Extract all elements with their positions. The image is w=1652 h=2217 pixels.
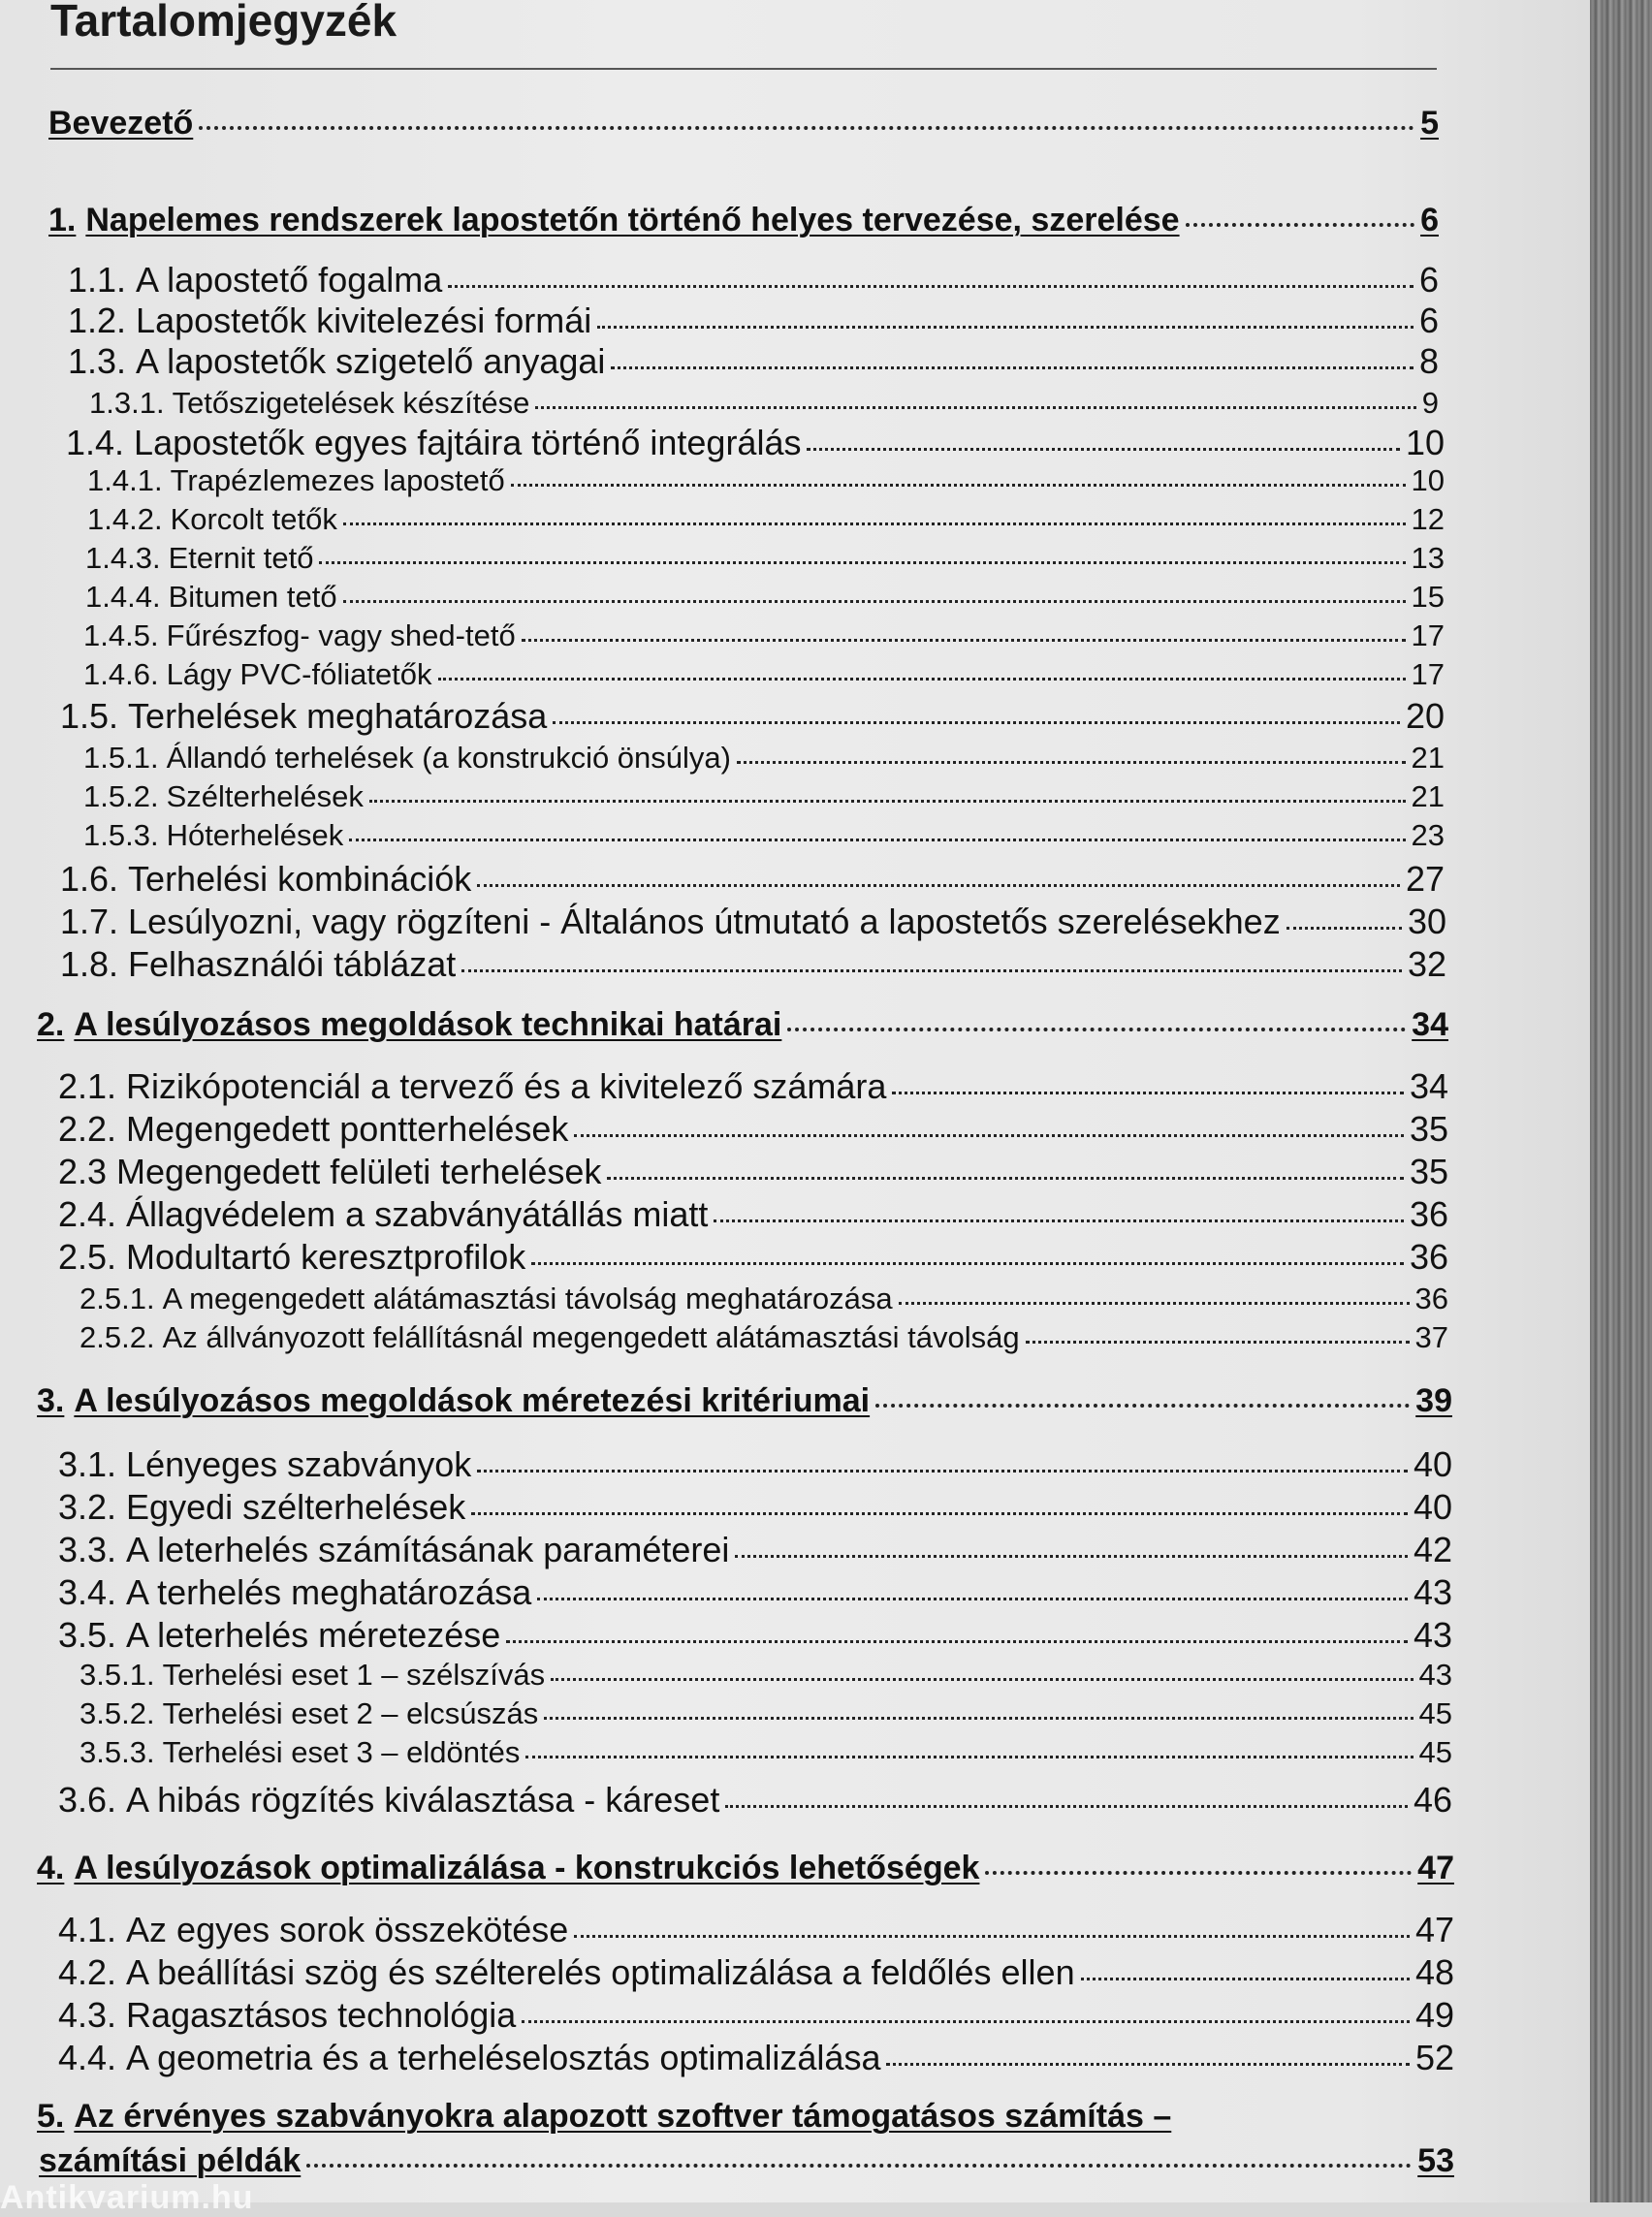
dot-leader bbox=[574, 1134, 1404, 1137]
toc-number: 3.5.2. bbox=[79, 1696, 155, 1730]
toc-page-number: 34 bbox=[1412, 1006, 1448, 1043]
dot-leader bbox=[1186, 223, 1415, 227]
toc-section-row bbox=[58, 1530, 1452, 1570]
toc-page-number: 47 bbox=[1417, 1850, 1454, 1886]
toc-subsection-row bbox=[87, 502, 1445, 537]
dot-leader bbox=[525, 1756, 1413, 1758]
toc-subsection-row bbox=[89, 386, 1439, 421]
toc-subsection-row bbox=[85, 541, 1445, 576]
toc-page-number: 30 bbox=[1407, 902, 1446, 941]
toc-title: Trapézlemezes lapostető bbox=[170, 463, 505, 497]
toc-subsection-row bbox=[83, 818, 1445, 853]
dot-leader bbox=[477, 1470, 1408, 1473]
toc-number: 2. bbox=[37, 1006, 65, 1043]
toc-page-number: 48 bbox=[1414, 1952, 1454, 1992]
toc-title: A lesúlyozásos megoldások méretezési kritériumai bbox=[74, 1382, 871, 1419]
toc-section-row bbox=[68, 260, 1439, 301]
toc-chapter-row bbox=[37, 1850, 1454, 1887]
toc-title: A lesúlyozásos megoldások technikai határai bbox=[74, 1006, 782, 1043]
toc-page-number: 40 bbox=[1413, 1444, 1452, 1484]
dot-leader bbox=[306, 2164, 1412, 2168]
toc-number: 4.2. bbox=[58, 1952, 117, 1992]
toc-page-number: 21 bbox=[1411, 779, 1445, 813]
toc-title: Fűrészfog- vagy shed-tető bbox=[166, 618, 516, 652]
toc-title: A hibás rögzítés kiválasztása - káreset bbox=[126, 1780, 720, 1820]
toc-title: Bitumen tető bbox=[168, 580, 337, 614]
toc-section-row bbox=[58, 1615, 1452, 1656]
toc-number: 1.4.3. bbox=[85, 541, 161, 575]
toc-page-number: 43 bbox=[1418, 1658, 1452, 1692]
dot-leader bbox=[574, 1935, 1410, 1938]
toc-subsection-row bbox=[79, 1282, 1448, 1316]
toc-section-row bbox=[68, 301, 1439, 341]
toc-subsection-row bbox=[83, 657, 1445, 692]
toc-page-number: 6 bbox=[1420, 202, 1439, 238]
dot-leader bbox=[477, 884, 1400, 887]
toc-page-number: 10 bbox=[1411, 463, 1445, 497]
toc-number: 1.5.2. bbox=[83, 779, 159, 813]
toc-title: Terhelési kombinációk bbox=[128, 859, 472, 899]
toc-title: Az érvényes szabványokra alapozott szoftver támogatásos számítás – bbox=[74, 2098, 1172, 2135]
toc-title: A lapostető fogalma bbox=[136, 260, 443, 300]
dot-leader bbox=[537, 1598, 1408, 1600]
toc-title: Lapostetők egyes fajtáira történő integrálás bbox=[134, 423, 802, 462]
toc-number: 1.4.2. bbox=[87, 502, 163, 536]
toc-section-row bbox=[58, 1109, 1448, 1150]
toc-number: 1.5.3. bbox=[83, 818, 159, 852]
toc-title: Terhelési eset 2 – elcsúszás bbox=[162, 1696, 539, 1730]
dot-leader bbox=[369, 800, 1406, 803]
toc-section-row bbox=[58, 1910, 1454, 1950]
toc-title: Eternit tető bbox=[168, 541, 314, 575]
dot-leader bbox=[349, 839, 1405, 841]
toc-page-number: 5 bbox=[1420, 105, 1439, 142]
toc-title: Állagvédelem a szabványátállás miatt bbox=[126, 1194, 709, 1234]
toc-page-number: 47 bbox=[1414, 1910, 1454, 1949]
toc-page-number: 21 bbox=[1411, 741, 1445, 775]
toc-page-number: 43 bbox=[1413, 1572, 1452, 1612]
toc-title: Állandó terhelések (a konstrukció önsúlya) bbox=[166, 741, 731, 775]
toc-number: 4.1. bbox=[58, 1910, 117, 1949]
toc-chapter-row bbox=[48, 105, 1439, 143]
toc-section-row bbox=[60, 859, 1445, 900]
toc-title: Hóterhelések bbox=[166, 818, 344, 852]
toc-title: Egyedi szélterhelések bbox=[126, 1487, 466, 1527]
dot-leader bbox=[735, 1555, 1408, 1558]
toc-title: Terhelések meghatározása bbox=[128, 696, 548, 736]
toc-title: A lesúlyozások optimalizálása - konstrukciós lehetőségek bbox=[74, 1850, 980, 1886]
dot-leader bbox=[551, 1678, 1413, 1681]
toc-title: A leterhelés számításának paraméterei bbox=[126, 1530, 730, 1569]
toc-page-number: 36 bbox=[1414, 1282, 1448, 1315]
dot-leader bbox=[448, 285, 1414, 288]
toc-section-row bbox=[58, 1444, 1452, 1485]
dot-leader bbox=[875, 1404, 1410, 1408]
dot-leader bbox=[985, 1871, 1412, 1875]
dot-leader bbox=[611, 366, 1414, 369]
toc-number: 1.4.4. bbox=[85, 580, 161, 614]
toc-title: A beállítási szög és szélterelés optimalizálása a feldőlés ellen bbox=[126, 1952, 1075, 1992]
toc-number: 3.4. bbox=[58, 1572, 117, 1612]
toc-number: 2.5.2. bbox=[79, 1320, 155, 1354]
dot-leader bbox=[343, 600, 1406, 603]
toc-number: 3.6. bbox=[58, 1780, 117, 1820]
toc-section-row bbox=[58, 1952, 1454, 1993]
toc-number: 4.3. bbox=[58, 1995, 117, 2035]
dot-leader bbox=[597, 326, 1414, 329]
toc-title: Az állványozott felállításnál megengedett alátámasztási távolság bbox=[162, 1320, 1020, 1354]
toc-chapter-row bbox=[48, 202, 1439, 239]
toc-section-row bbox=[58, 1995, 1454, 2036]
toc-section-row bbox=[66, 423, 1445, 463]
toc-section-row bbox=[68, 341, 1439, 382]
dot-leader bbox=[522, 639, 1406, 642]
toc-title: A leterhelés méretezése bbox=[126, 1615, 501, 1655]
toc-section-row bbox=[58, 1572, 1452, 1613]
toc-page-number: 23 bbox=[1411, 818, 1445, 852]
toc-section-row bbox=[58, 1152, 1448, 1192]
toc-subsection-row bbox=[83, 779, 1445, 814]
toc-title: Bevezető bbox=[48, 105, 194, 142]
toc-number: 1.5. bbox=[60, 696, 119, 736]
dot-leader bbox=[544, 1717, 1413, 1720]
watermark: Antikvarium.hu bbox=[0, 2179, 254, 2216]
toc-number: 5. bbox=[37, 2098, 65, 2135]
dot-leader bbox=[607, 1177, 1404, 1180]
toc-title: Korcolt tetők bbox=[170, 502, 337, 536]
dot-leader bbox=[886, 2063, 1409, 2066]
toc-number: 4. bbox=[37, 1850, 65, 1886]
toc-number: 3.2. bbox=[58, 1487, 117, 1527]
toc-number: 3.5.3. bbox=[79, 1735, 155, 1769]
toc-page-number: 45 bbox=[1418, 1696, 1452, 1730]
toc-title: Terhelési eset 3 – eldöntés bbox=[162, 1735, 521, 1769]
toc-page-number: 15 bbox=[1411, 580, 1445, 614]
toc-page-number: 39 bbox=[1415, 1382, 1452, 1419]
toc-page-number: 6 bbox=[1418, 260, 1439, 300]
toc-page-number: 35 bbox=[1409, 1152, 1448, 1191]
dot-leader bbox=[725, 1805, 1408, 1808]
toc-page-number: 20 bbox=[1405, 696, 1445, 736]
dot-leader bbox=[714, 1219, 1404, 1222]
toc-page-number: 36 bbox=[1409, 1194, 1448, 1234]
toc-number: 1.8. bbox=[60, 944, 119, 984]
toc-number: 2.1. bbox=[58, 1066, 117, 1106]
toc-title: Az egyes sorok összekötése bbox=[126, 1910, 569, 1949]
dot-leader bbox=[438, 678, 1406, 681]
dot-leader bbox=[511, 484, 1406, 487]
toc-page-number: 40 bbox=[1413, 1487, 1452, 1527]
dot-leader bbox=[522, 2020, 1410, 2023]
dot-leader bbox=[535, 406, 1415, 409]
toc-title: A megengedett alátámasztási távolság meghatározása bbox=[162, 1282, 893, 1315]
toc-page-number: 34 bbox=[1409, 1066, 1448, 1106]
dot-leader bbox=[506, 1640, 1408, 1643]
toc-number: 3.5. bbox=[58, 1615, 117, 1655]
toc-title: számítási példák bbox=[39, 2142, 302, 2179]
toc-page-number: 46 bbox=[1413, 1780, 1452, 1820]
toc-number: 1.5.1. bbox=[83, 741, 159, 775]
dot-leader bbox=[787, 1028, 1406, 1031]
toc-number: 4.4. bbox=[58, 2038, 117, 2077]
dot-leader bbox=[1081, 1978, 1410, 1980]
toc-page-number: 27 bbox=[1405, 859, 1445, 899]
toc-number: 2.4. bbox=[58, 1194, 117, 1234]
toc-number: 1.4.6. bbox=[83, 657, 159, 691]
toc-subsection-row bbox=[85, 580, 1445, 615]
toc-title: A terhelés meghatározása bbox=[126, 1572, 532, 1612]
toc-page-number: 32 bbox=[1407, 944, 1446, 984]
toc-page-number: 9 bbox=[1421, 386, 1439, 420]
toc-title: Megengedett pontterhelések bbox=[126, 1109, 569, 1149]
dot-leader bbox=[531, 1262, 1404, 1265]
toc-number: 1.6. bbox=[60, 859, 119, 899]
toc-subsection-row bbox=[79, 1696, 1452, 1731]
toc-subsection-row bbox=[87, 463, 1445, 498]
dot-leader bbox=[199, 126, 1414, 130]
toc-title: A geometria és a terheléselosztás optimalizálása bbox=[126, 2038, 881, 2077]
dot-leader bbox=[343, 523, 1406, 525]
toc-section-row bbox=[60, 902, 1446, 942]
toc-title: Lesúlyozni, vagy rögzíteni - Általános útmutató a lapostetős szerelésekhez bbox=[128, 902, 1281, 941]
toc-chapter-row bbox=[37, 1382, 1452, 1420]
toc-title: Felhasználói táblázat bbox=[128, 944, 457, 984]
toc-title: Modultartó keresztprofilok bbox=[126, 1237, 526, 1277]
toc-number: 2.5.1. bbox=[79, 1282, 155, 1315]
toc-section-row bbox=[58, 1237, 1448, 1278]
toc-page-number: 52 bbox=[1414, 2038, 1454, 2077]
toc-number: 1.3. bbox=[68, 341, 127, 381]
toc-page-number: 13 bbox=[1411, 541, 1445, 575]
toc-subsection-row bbox=[83, 741, 1445, 776]
toc-page-number: 53 bbox=[1417, 2142, 1454, 2179]
dot-leader bbox=[1287, 927, 1402, 930]
toc-number: 3.5.1. bbox=[79, 1658, 155, 1692]
toc-page-number: 37 bbox=[1414, 1320, 1448, 1354]
toc-page-number: 45 bbox=[1418, 1735, 1452, 1769]
toc-number: 1.1. bbox=[68, 260, 127, 300]
toc-section-row bbox=[58, 1066, 1448, 1107]
toc-title: Lapostetők kivitelezési formái bbox=[136, 301, 592, 340]
toc-subsection-row bbox=[79, 1320, 1448, 1355]
dot-leader bbox=[899, 1302, 1410, 1305]
page-title: Tartalomjegyzék bbox=[50, 0, 397, 46]
toc-title: Szélterhelések bbox=[166, 779, 364, 813]
dot-leader bbox=[461, 969, 1402, 972]
dot-leader bbox=[553, 721, 1400, 724]
toc-number: 2.3 bbox=[58, 1152, 108, 1191]
toc-number: 1.4. bbox=[66, 423, 125, 462]
toc-title: Rizikópotenciál a tervező és a kivitelező számára bbox=[126, 1066, 887, 1106]
toc-title: Tetőszigetelések készítése bbox=[172, 386, 530, 420]
toc-chapter-row bbox=[37, 2098, 1171, 2136]
toc-section-row bbox=[58, 1194, 1448, 1235]
toc-section-row bbox=[58, 1780, 1452, 1821]
toc-number: 3. bbox=[37, 1382, 65, 1419]
dot-leader bbox=[471, 1512, 1408, 1515]
toc-subsection-row bbox=[79, 1658, 1452, 1693]
toc-title: Megengedett felületi terhelések bbox=[116, 1152, 602, 1191]
toc-number: 1.4.5. bbox=[83, 618, 159, 652]
dot-leader bbox=[807, 448, 1399, 451]
toc-number: 2.2. bbox=[58, 1109, 117, 1149]
toc-page-number: 10 bbox=[1405, 423, 1445, 462]
toc-title: A lapostetők szigetelő anyagai bbox=[136, 341, 606, 381]
toc-page-number: 36 bbox=[1409, 1237, 1448, 1277]
toc-title: Lényeges szabványok bbox=[126, 1444, 472, 1484]
toc-number: 3.3. bbox=[58, 1530, 117, 1569]
toc-subsection-row bbox=[83, 618, 1445, 653]
toc-page-number: 43 bbox=[1413, 1615, 1452, 1655]
page-edge bbox=[1590, 0, 1652, 2202]
toc-number: 2.5. bbox=[58, 1237, 117, 1277]
toc-page-number: 17 bbox=[1411, 657, 1445, 691]
toc-number: 1.7. bbox=[60, 902, 119, 941]
toc-chapter-row bbox=[37, 1006, 1448, 1044]
dot-leader bbox=[892, 1092, 1404, 1094]
toc-number: 1. bbox=[48, 202, 77, 238]
toc-title: Napelemes rendszerek lapostetőn történő helyes tervezése, szerelése bbox=[85, 202, 1180, 238]
dot-leader bbox=[1026, 1341, 1410, 1344]
toc-chapter-row bbox=[39, 2142, 1454, 2180]
dot-leader bbox=[737, 761, 1406, 764]
toc-number: 1.4.1. bbox=[87, 463, 163, 497]
toc-subsection-row bbox=[79, 1735, 1452, 1770]
toc-title: Ragasztásos technológia bbox=[126, 1995, 517, 2035]
toc-page-number: 35 bbox=[1409, 1109, 1448, 1149]
toc-page-number: 6 bbox=[1418, 301, 1439, 340]
toc-section-row bbox=[60, 696, 1445, 737]
toc-page-number: 8 bbox=[1418, 341, 1439, 381]
toc-page-number: 49 bbox=[1414, 1995, 1454, 2035]
toc-page-number: 42 bbox=[1413, 1530, 1452, 1569]
toc-page-number: 17 bbox=[1411, 618, 1445, 652]
toc-title: Lágy PVC-fóliatetők bbox=[166, 657, 432, 691]
toc-number: 3.1. bbox=[58, 1444, 117, 1484]
dot-leader bbox=[319, 561, 1405, 564]
toc-section-row bbox=[58, 2038, 1454, 2078]
toc-page-number: 12 bbox=[1411, 502, 1445, 536]
toc-section-row bbox=[60, 944, 1446, 985]
toc-section-row bbox=[58, 1487, 1452, 1528]
toc-number: 1.3.1. bbox=[89, 386, 165, 420]
toc-title: Terhelési eset 1 – szélszívás bbox=[162, 1658, 546, 1692]
toc-number: 1.2. bbox=[68, 301, 127, 340]
